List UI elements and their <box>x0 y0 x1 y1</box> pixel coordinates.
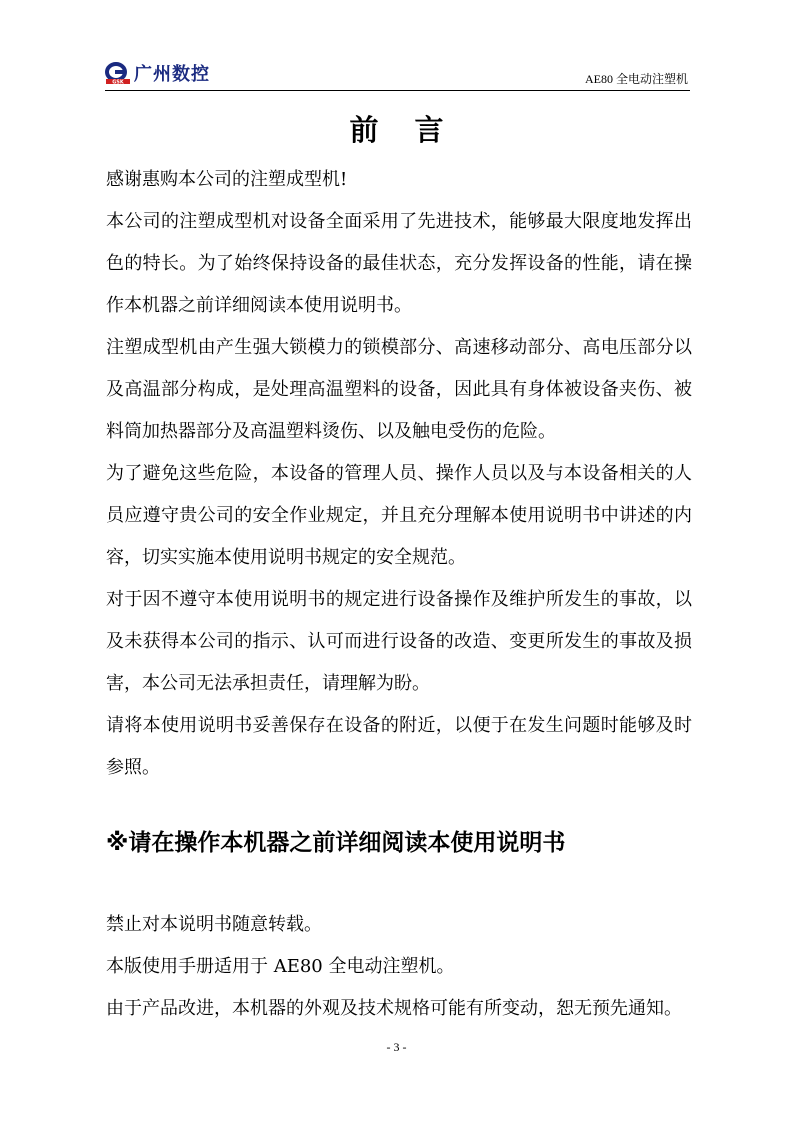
page-title <box>0 108 793 149</box>
svg-text:GSK: GSK <box>112 79 124 85</box>
paragraph: 请将本使用说明书妥善保存在设备的附近，以便于在发生问题时能够及时参照。 <box>106 715 692 778</box>
preface-body <box>106 159 692 789</box>
notice-line: 禁止对本说明书随意转载。 <box>106 914 322 935</box>
company-logo <box>105 60 210 86</box>
title-char-1: 前 <box>349 113 379 147</box>
title-char-2: 言 <box>414 113 444 147</box>
warning-note: ※请在操作本机器之前详细阅读本使用说明书 <box>106 830 566 856</box>
paragraph: 对于因不遵守本使用说明书的规定进行设备操作及维护所发生的事故，以及未获得本公司的指示、认可而进行设备的改造、变更所发生的事故及损害，本公司无法承担责任，请理解为盼。 <box>106 589 692 694</box>
paragraph: 本公司的注塑成型机对设备全面采用了先进技术，能够最大限度地发挥出色的特长。为了始终保持设备的最佳状态，充分发挥设备的性能，请在操作本机器之前详细阅读本使用说明书。 <box>106 211 692 316</box>
paragraph: 注塑成型机由产生强大锁模力的锁模部分、高速移动部分、高电压部分以及高温部分构成，是处理高温塑料的设备，因此具有身体被设备夹伤、被料筒加热器部分及高温塑料烫伤、以及触电受伤的危险。 <box>106 337 692 442</box>
logo-text: 广州数控 <box>134 64 210 85</box>
page-number: - 3 - <box>386 1040 407 1054</box>
gsk-logo-icon <box>105 61 131 85</box>
document-name: AE80 全电动注塑机 <box>585 72 688 86</box>
notice-line: 由于产品改进，本机器的外观及技术规格可能有所变动，恕无预先通知。 <box>106 998 682 1019</box>
page-header <box>105 52 690 91</box>
paragraph: 感谢惠购本公司的注塑成型机! <box>106 169 348 190</box>
notice-line: 本版使用手册适用于 AE80 全电动注塑机。 <box>106 956 455 977</box>
notice-list <box>106 904 692 1030</box>
paragraph: 为了避免这些危险，本设备的管理人员、操作人员以及与本设备相关的人员应遵守贵公司的安全作业规定，并且充分理解本使用说明书中讲述的内容，切实实施本使用说明书规定的安全规范。 <box>106 463 692 568</box>
